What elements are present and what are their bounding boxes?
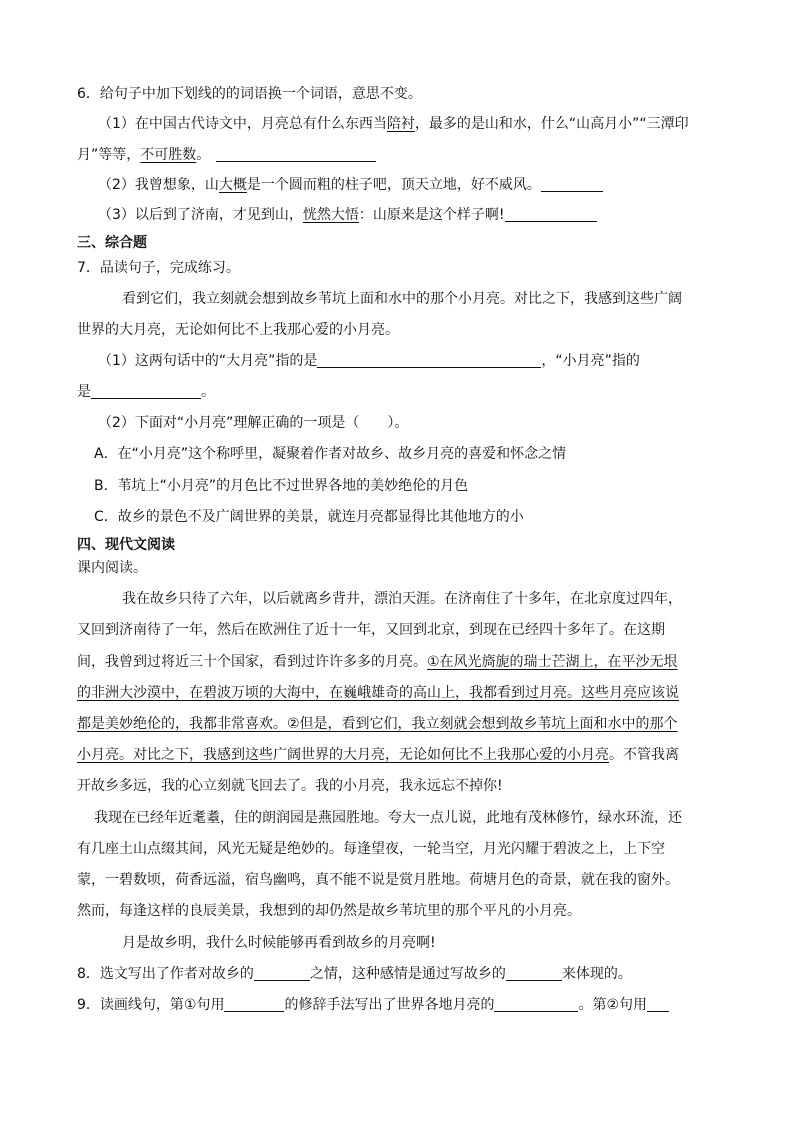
q8-answer-blank-2[interactable] xyxy=(506,966,562,981)
q7-part-2: （2）下面对“小月亮”理解正确的一项是（ ）。 xyxy=(98,415,409,431)
q6-s3-text-a: （3）以后到了济南，才见到山， xyxy=(98,207,303,223)
q8-text-b: 之情，这种感情是通过写故乡的 xyxy=(309,966,506,982)
q7-p1-text-c: 是 xyxy=(77,384,91,400)
q7-p1-answer-blank-1[interactable] xyxy=(317,353,541,368)
section-3-heading: 三、综合题 xyxy=(77,235,147,251)
q6-s1-text-a: （1）在中国古代诗文中，月亮总有什么东西当 xyxy=(98,116,387,132)
q8 xyxy=(77,964,632,984)
q9-answer-blank-3[interactable] xyxy=(647,997,669,1012)
q6-title: 6．给句子中加下划线的的词语换一个词语，意思不变。 xyxy=(77,86,422,102)
q6-s1-text-b: ，最多的是山和水，什么“山高月小”“三潭印 xyxy=(414,116,689,132)
q6-sentence-3 xyxy=(98,205,597,225)
passage-line-9: 有几座土山点缀其间，风光无疑是绝妙的。每逢望夜，一轮当空，月光闪耀于碧波之上，上下空 xyxy=(77,841,665,857)
q8-answer-blank-1[interactable] xyxy=(254,966,310,981)
q8-text-a: 8．选文写出了作者对故乡的 xyxy=(77,966,254,982)
passage-line-8: 我现在已经年近耄耋，住的朗润园是燕园胜地。夸大一点儿说，此地有茂林修竹，绿水环流，还 xyxy=(94,810,682,826)
q7-quote-line-2: 世界的大月亮，无论如何比不上我那心爱的小月亮。 xyxy=(77,322,399,338)
q6-s2-underlined-word: 大概 xyxy=(218,177,247,193)
passage-line-4-underlined: 的非洲大沙漠中，在碧波万顷的大海中，在巍峨雄奇的高山上，我都看到过月亮。这些月亮应该说 xyxy=(77,685,679,701)
q7-part-1 xyxy=(98,351,640,371)
passage-line-2: 又回到济南待了一年，然后在欧洲住了近十一年，又回到北京，到现在已经四十多年了。在这期 xyxy=(77,622,665,638)
q6-sentence-1-cont xyxy=(77,145,376,165)
q6-s3-underlined-word: 恍然大悟 xyxy=(302,207,359,223)
passage-line-5-underlined: 都是美妙绝伦的，我都非常喜欢。②但是，看到它们，我立刻就会想到故乡苇坑上面和水中的那个 xyxy=(77,716,678,732)
passage-line-12: 月是故乡明，我什么时候能够再看到故乡的月亮啊! xyxy=(122,935,436,951)
q7-title: 7．品读句子，完成练习。 xyxy=(77,260,240,276)
q6-s2-text-b: 是一个圆而粗的柱子吧，顶天立地，好不威风。 xyxy=(246,177,541,193)
q9-answer-blank-2[interactable] xyxy=(494,997,578,1012)
q6-s1-text-c: 月”等等， xyxy=(77,147,141,163)
q6-s1-underlined-word: 陪衬 xyxy=(386,116,415,132)
q6-s3-text-b: ：山原来是这个样子啊! xyxy=(358,207,505,223)
passage-line-6-text: 。不管我离 xyxy=(609,747,679,763)
passage-underlined-2-end: 小月亮。对比之下，我感到这些广阔世界的大月亮，无论如何比不上我那心爱的小月亮 xyxy=(77,747,609,763)
passage-line-6 xyxy=(77,745,679,765)
q7-option-c[interactable]: C．故乡的景色不及广阔世界的美景，就连月亮都显得比其他地方的小 xyxy=(94,509,524,525)
q9-answer-blank-1[interactable] xyxy=(224,997,284,1012)
q6-s3-answer-blank[interactable] xyxy=(505,207,597,222)
q7-p1-answer-blank-2[interactable] xyxy=(91,384,201,399)
q6-s2-text-a: （2）我曾想象，山 xyxy=(98,177,219,193)
passage-line-11: 然而，每逢这样的良辰美景，我想到的却仍然是故乡苇坑里的那个平凡的小月亮。 xyxy=(77,903,581,919)
q6-s2-answer-blank[interactable] xyxy=(541,177,603,192)
q6-s1-underlined-word-2: 不可胜数 xyxy=(140,147,197,163)
q6-s1-answer-blank[interactable] xyxy=(216,147,376,162)
passage-line-7: 开故乡多远，我的心立刻就飞回去了。我的小月亮，我永远忘不掉你! xyxy=(77,778,503,794)
q7-quote-line-1: 看到它们，我立刻就会想到故乡苇坑上面和水中的那个小月亮。对比之下，我感到这些广阔 xyxy=(122,291,682,307)
q8-text-c: 来体现的。 xyxy=(561,966,632,982)
q7-p1-text-b: ，“小月亮”指的 xyxy=(541,353,640,369)
q6-s1-text-d: 。 xyxy=(196,147,211,163)
q6-sentence-2 xyxy=(98,175,603,195)
section-4-heading: 四、现代文阅读 xyxy=(77,537,175,553)
q7-p1-text-d: 。 xyxy=(201,384,215,400)
q6-sentence-1 xyxy=(98,114,689,134)
q7-part-1-cont xyxy=(77,382,215,402)
passage-underlined-1-start: ①在风光旖旎的瑞士芒湖上，在平沙无垠 xyxy=(427,654,678,670)
q7-option-a[interactable]: A．在“小月亮”这个称呼里，凝聚着作者对故乡、故乡月亮的喜爱和怀念之情 xyxy=(94,446,567,462)
q9-text-c: 。第②句用 xyxy=(578,997,648,1013)
q7-option-b[interactable]: B．苇坑上“小月亮”的月色比不过世界各地的美妙绝伦的月色 xyxy=(94,478,469,494)
passage-line-3 xyxy=(77,652,678,672)
reading-intro: 课内阅读。 xyxy=(77,560,147,576)
q9-text-a: 9．读画线句，第①句用 xyxy=(77,997,225,1013)
passage-line-3-text: 间，我曾到过将近三十个国家，看到过许许多多的月亮。 xyxy=(77,654,427,670)
q7-p1-text-a: （1）这两句话中的“大月亮”指的是 xyxy=(98,353,318,369)
q9 xyxy=(77,995,669,1015)
q9-text-b: 的修辞手法写出了世界各地月亮的 xyxy=(284,997,495,1013)
passage-line-1: 我在故乡只待了六年，以后就离乡背井，漂泊天涯。在济南住了十多年，在北京度过四年， xyxy=(122,591,682,607)
passage-line-10: 蒙，一碧数顷，荷香远溢，宿鸟幽鸣，真不能不说是赏月胜地。荷塘月色的奇景，就在我的窗外。 xyxy=(77,872,679,888)
